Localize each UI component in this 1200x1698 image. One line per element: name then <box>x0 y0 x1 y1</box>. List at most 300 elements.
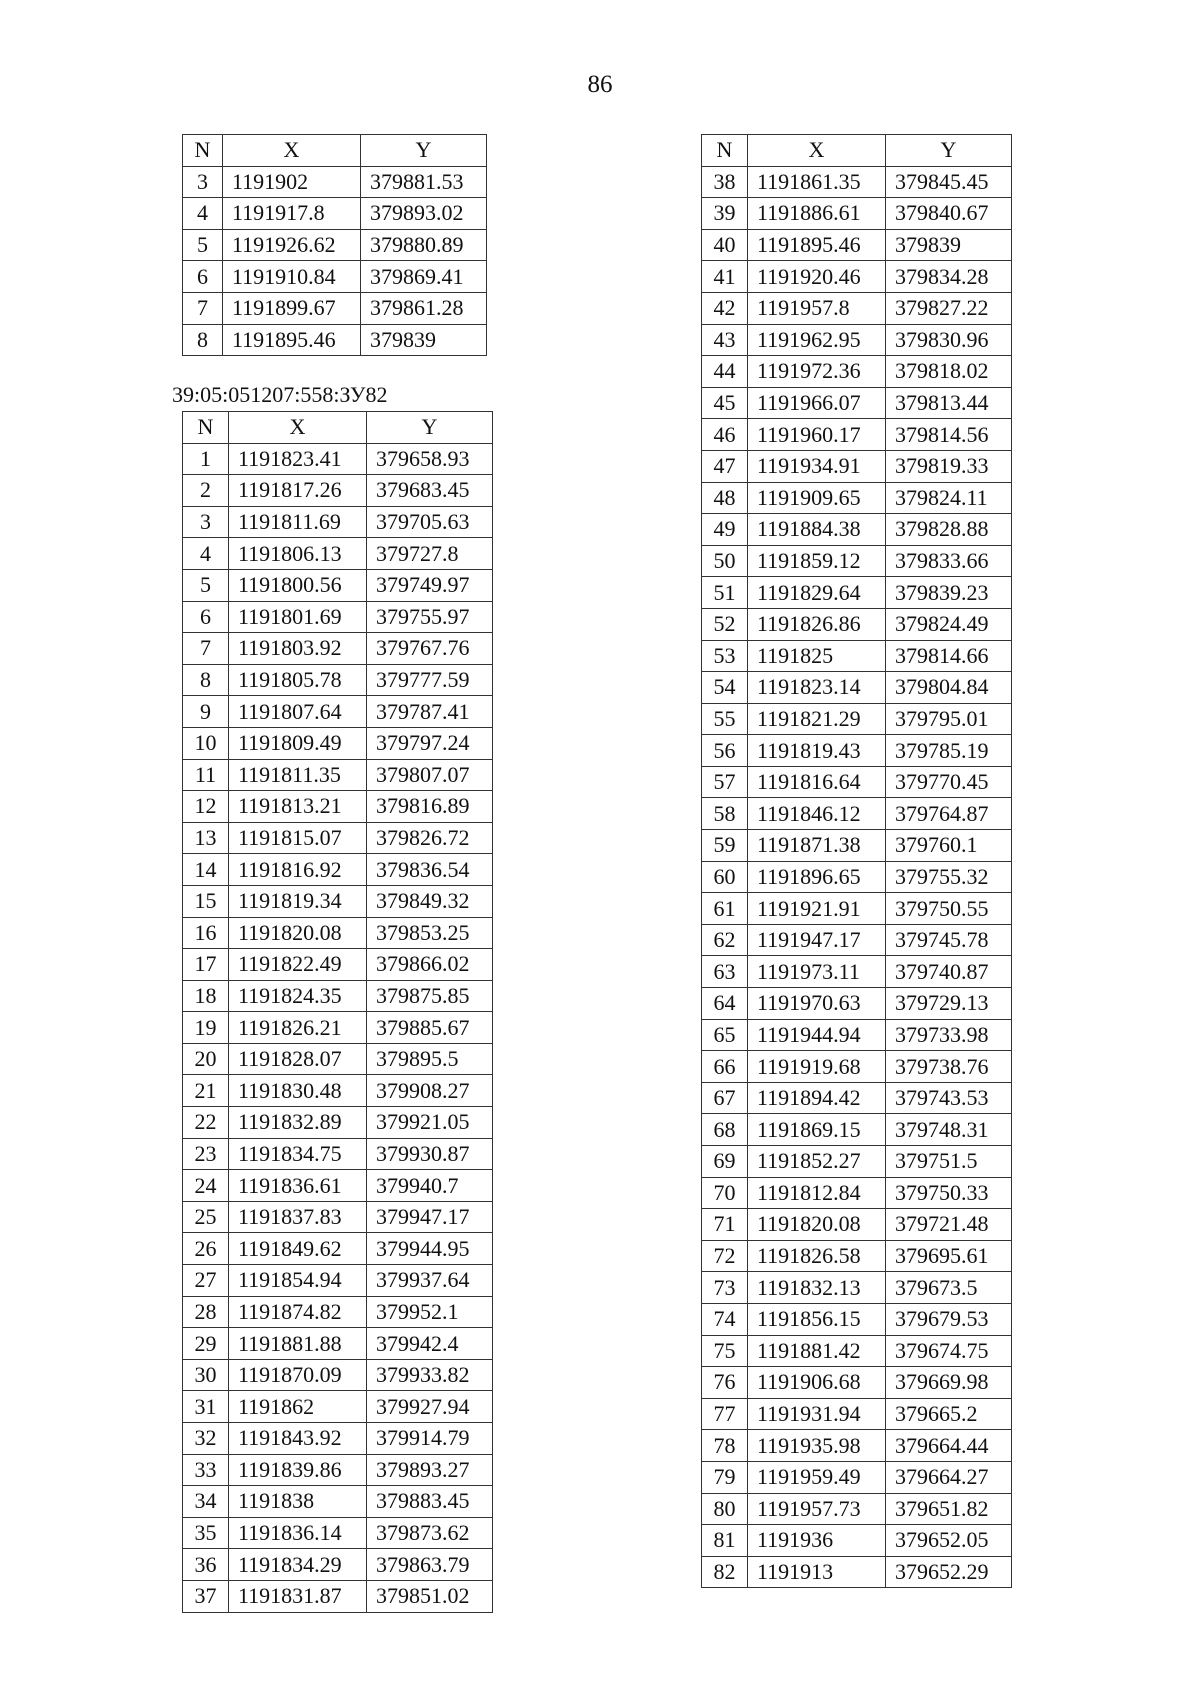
cell-n: 59 <box>702 830 748 862</box>
cell-n: 79 <box>702 1461 748 1493</box>
cell-x: 1191869.15 <box>748 1114 886 1146</box>
cell-y: 379830.96 <box>886 324 1012 356</box>
table-row <box>702 1082 1012 1114</box>
table-row <box>702 198 1012 230</box>
table-row <box>702 514 1012 546</box>
column-header-n: N <box>183 412 229 444</box>
table-row <box>183 1328 493 1360</box>
cell-y: 379833.66 <box>886 545 1012 577</box>
cell-y: 379827.22 <box>886 292 1012 324</box>
table-row <box>183 917 493 949</box>
cell-n: 43 <box>702 324 748 356</box>
cell-y: 379839 <box>886 229 1012 261</box>
column-header-n: N <box>183 135 223 167</box>
table-row <box>702 1335 1012 1367</box>
cell-y: 379787.41 <box>367 696 493 728</box>
cell-x: 1191836.14 <box>229 1517 367 1549</box>
table-row <box>702 577 1012 609</box>
cell-y: 379861.28 <box>361 292 487 324</box>
column-header-y: Y <box>886 135 1012 167</box>
cell-n: 6 <box>183 261 223 293</box>
table-row <box>702 324 1012 356</box>
table-header-row <box>183 412 493 444</box>
table-row <box>702 261 1012 293</box>
cell-y: 379665.2 <box>886 1398 1012 1430</box>
cell-n: 20 <box>183 1043 229 1075</box>
cell-y: 379880.89 <box>361 229 487 261</box>
table-row <box>183 1296 493 1328</box>
cell-x: 1191820.08 <box>748 1209 886 1241</box>
cell-y: 379664.44 <box>886 1430 1012 1462</box>
cell-y: 379816.89 <box>367 791 493 823</box>
table-header-row <box>702 135 1012 167</box>
cell-x: 1191819.43 <box>748 735 886 767</box>
cell-n: 30 <box>183 1359 229 1391</box>
cell-n: 55 <box>702 703 748 735</box>
cell-n: 60 <box>702 861 748 893</box>
column-header-x: X <box>229 412 367 444</box>
cell-n: 3 <box>183 506 229 538</box>
cell-x: 1191861.35 <box>748 166 886 198</box>
cell-n: 35 <box>183 1517 229 1549</box>
cell-x: 1191966.07 <box>748 387 886 419</box>
cell-n: 27 <box>183 1265 229 1297</box>
cell-x: 1191884.38 <box>748 514 886 546</box>
coordinates-table-continued <box>701 134 1012 1588</box>
cell-y: 379669.98 <box>886 1367 1012 1399</box>
cell-y: 379881.53 <box>361 166 487 198</box>
table-row <box>702 766 1012 798</box>
cell-y: 379893.02 <box>361 198 487 230</box>
cell-n: 46 <box>702 419 748 451</box>
table-row <box>183 261 487 293</box>
cell-x: 1191834.29 <box>229 1549 367 1581</box>
cell-y: 379851.02 <box>367 1580 493 1612</box>
cell-x: 1191823.14 <box>748 672 886 704</box>
cell-n: 33 <box>183 1454 229 1486</box>
table-row <box>183 1075 493 1107</box>
cell-y: 379745.78 <box>886 924 1012 956</box>
table-row <box>183 324 487 356</box>
table-row <box>183 538 493 570</box>
table-row <box>183 1580 493 1612</box>
table-row <box>702 1493 1012 1525</box>
table-row <box>702 830 1012 862</box>
cell-n: 75 <box>702 1335 748 1367</box>
cell-n: 76 <box>702 1367 748 1399</box>
table-row <box>702 608 1012 640</box>
cell-n: 25 <box>183 1201 229 1233</box>
cell-n: 62 <box>702 924 748 956</box>
cell-x: 1191824.35 <box>229 980 367 1012</box>
table-row <box>702 1461 1012 1493</box>
cell-n: 50 <box>702 545 748 577</box>
cell-x: 1191913 <box>748 1556 886 1588</box>
cell-x: 1191806.13 <box>229 538 367 570</box>
cell-y: 379770.45 <box>886 766 1012 798</box>
cell-y: 379942.4 <box>367 1328 493 1360</box>
cell-y: 379853.25 <box>367 917 493 949</box>
cell-n: 17 <box>183 949 229 981</box>
cell-n: 32 <box>183 1423 229 1455</box>
cell-y: 379824.11 <box>886 482 1012 514</box>
cell-y: 379834.28 <box>886 261 1012 293</box>
table-row <box>183 664 493 696</box>
cell-y: 379767.76 <box>367 633 493 665</box>
cell-x: 1191919.68 <box>748 1051 886 1083</box>
table-row <box>183 727 493 759</box>
cell-x: 1191902 <box>223 166 361 198</box>
table-row <box>702 1114 1012 1146</box>
table-row <box>702 1398 1012 1430</box>
cell-y: 379749.97 <box>367 569 493 601</box>
cell-n: 61 <box>702 893 748 925</box>
table-row <box>702 703 1012 735</box>
cell-y: 379947.17 <box>367 1201 493 1233</box>
cell-x: 1191816.64 <box>748 766 886 798</box>
cell-x: 1191957.73 <box>748 1493 886 1525</box>
cell-x: 1191838 <box>229 1486 367 1518</box>
cell-n: 40 <box>702 229 748 261</box>
cell-y: 379839 <box>361 324 487 356</box>
cell-n: 6 <box>183 601 229 633</box>
cell-n: 8 <box>183 664 229 696</box>
cell-n: 3 <box>183 166 223 198</box>
cell-x: 1191815.07 <box>229 822 367 854</box>
cell-x: 1191826.58 <box>748 1240 886 1272</box>
cell-x: 1191828.07 <box>229 1043 367 1075</box>
table-row <box>702 356 1012 388</box>
cell-x: 1191960.17 <box>748 419 886 451</box>
table-row <box>183 633 493 665</box>
cell-n: 38 <box>702 166 748 198</box>
cell-y: 379893.27 <box>367 1454 493 1486</box>
cell-n: 9 <box>183 696 229 728</box>
cell-n: 34 <box>183 1486 229 1518</box>
table-row <box>183 1391 493 1423</box>
cell-x: 1191816.92 <box>229 854 367 886</box>
cell-n: 49 <box>702 514 748 546</box>
cell-x: 1191834.75 <box>229 1138 367 1170</box>
cell-x: 1191801.69 <box>229 601 367 633</box>
cell-y: 379755.32 <box>886 861 1012 893</box>
cell-x: 1191859.12 <box>748 545 886 577</box>
cell-y: 379814.56 <box>886 419 1012 451</box>
table-row <box>183 569 493 601</box>
cell-y: 379930.87 <box>367 1138 493 1170</box>
cell-x: 1191862 <box>229 1391 367 1423</box>
cell-x: 1191962.95 <box>748 324 886 356</box>
cell-y: 379819.33 <box>886 450 1012 482</box>
cell-x: 1191843.92 <box>229 1423 367 1455</box>
cell-n: 29 <box>183 1328 229 1360</box>
cell-y: 379750.33 <box>886 1177 1012 1209</box>
table-row <box>183 198 487 230</box>
cell-x: 1191871.38 <box>748 830 886 862</box>
cell-n: 1 <box>183 443 229 475</box>
cell-n: 19 <box>183 1012 229 1044</box>
cell-y: 379885.67 <box>367 1012 493 1044</box>
cell-y: 379944.95 <box>367 1233 493 1265</box>
table-row <box>183 1265 493 1297</box>
cell-y: 379836.54 <box>367 854 493 886</box>
cell-n: 28 <box>183 1296 229 1328</box>
cell-n: 58 <box>702 798 748 830</box>
cell-x: 1191970.63 <box>748 988 886 1020</box>
table-row <box>183 822 493 854</box>
table-row <box>183 475 493 507</box>
table-row <box>183 1549 493 1581</box>
table-row <box>702 545 1012 577</box>
cell-x: 1191895.46 <box>223 324 361 356</box>
cell-x: 1191807.64 <box>229 696 367 728</box>
cell-y: 379764.87 <box>886 798 1012 830</box>
table-row <box>183 696 493 728</box>
cell-n: 7 <box>183 633 229 665</box>
cell-x: 1191811.35 <box>229 759 367 791</box>
cell-y: 379845.45 <box>886 166 1012 198</box>
cell-y: 379866.02 <box>367 949 493 981</box>
cell-y: 379895.5 <box>367 1043 493 1075</box>
table-row <box>702 1051 1012 1083</box>
table-row <box>183 1012 493 1044</box>
cell-n: 47 <box>702 450 748 482</box>
cell-x: 1191935.98 <box>748 1430 886 1462</box>
cell-n: 10 <box>183 727 229 759</box>
cell-n: 48 <box>702 482 748 514</box>
cell-y: 379729.13 <box>886 988 1012 1020</box>
cell-y: 379652.29 <box>886 1556 1012 1588</box>
cell-x: 1191825 <box>748 640 886 672</box>
cell-n: 4 <box>183 538 229 570</box>
table-row <box>702 450 1012 482</box>
cell-n: 65 <box>702 1019 748 1051</box>
cell-y: 379921.05 <box>367 1107 493 1139</box>
table-row <box>183 229 487 261</box>
coordinates-table-parcel <box>182 411 493 1613</box>
table-header-row <box>183 135 487 167</box>
cell-n: 26 <box>183 1233 229 1265</box>
cell-x: 1191830.48 <box>229 1075 367 1107</box>
cell-x: 1191800.56 <box>229 569 367 601</box>
cell-n: 13 <box>183 822 229 854</box>
cell-y: 379883.45 <box>367 1486 493 1518</box>
table-row <box>702 1303 1012 1335</box>
table-row <box>702 1177 1012 1209</box>
table-row <box>702 798 1012 830</box>
cell-x: 1191921.91 <box>748 893 886 925</box>
table-row <box>702 1209 1012 1241</box>
table-row <box>183 791 493 823</box>
table-row <box>702 229 1012 261</box>
cell-x: 1191909.65 <box>748 482 886 514</box>
cell-n: 15 <box>183 885 229 917</box>
cell-n: 36 <box>183 1549 229 1581</box>
table-row <box>183 1170 493 1202</box>
cell-x: 1191829.64 <box>748 577 886 609</box>
cell-y: 379869.41 <box>361 261 487 293</box>
table-row <box>183 506 493 538</box>
cell-n: 45 <box>702 387 748 419</box>
table-row <box>183 759 493 791</box>
cell-x: 1191926.62 <box>223 229 361 261</box>
cell-y: 379908.27 <box>367 1075 493 1107</box>
cell-x: 1191959.49 <box>748 1461 886 1493</box>
table-row <box>702 419 1012 451</box>
cell-y: 379705.63 <box>367 506 493 538</box>
cell-x: 1191899.67 <box>223 292 361 324</box>
cell-y: 379952.1 <box>367 1296 493 1328</box>
cell-n: 80 <box>702 1493 748 1525</box>
cell-y: 379751.5 <box>886 1146 1012 1178</box>
cell-y: 379804.84 <box>886 672 1012 704</box>
cell-y: 379738.76 <box>886 1051 1012 1083</box>
cell-x: 1191837.83 <box>229 1201 367 1233</box>
cell-y: 379750.55 <box>886 893 1012 925</box>
cell-n: 72 <box>702 1240 748 1272</box>
table-row <box>183 1201 493 1233</box>
cell-x: 1191972.36 <box>748 356 886 388</box>
cell-n: 18 <box>183 980 229 1012</box>
table-row <box>183 1517 493 1549</box>
cell-x: 1191936 <box>748 1525 886 1557</box>
cell-n: 56 <box>702 735 748 767</box>
cell-n: 16 <box>183 917 229 949</box>
cell-y: 379652.05 <box>886 1525 1012 1557</box>
cell-n: 81 <box>702 1525 748 1557</box>
cell-y: 379785.19 <box>886 735 1012 767</box>
cell-y: 379824.49 <box>886 608 1012 640</box>
table-row <box>183 1359 493 1391</box>
cell-y: 379679.53 <box>886 1303 1012 1335</box>
cell-x: 1191886.61 <box>748 198 886 230</box>
table-row <box>183 601 493 633</box>
cell-x: 1191817.26 <box>229 475 367 507</box>
cell-x: 1191821.29 <box>748 703 886 735</box>
table-row <box>183 1107 493 1139</box>
cell-x: 1191826.21 <box>229 1012 367 1044</box>
cell-n: 12 <box>183 791 229 823</box>
cell-x: 1191934.91 <box>748 450 886 482</box>
cell-n: 82 <box>702 1556 748 1588</box>
cell-y: 379721.48 <box>886 1209 1012 1241</box>
table-row <box>702 1272 1012 1304</box>
table-row <box>183 443 493 475</box>
table-row <box>702 166 1012 198</box>
cell-y: 379795.01 <box>886 703 1012 735</box>
cell-x: 1191803.92 <box>229 633 367 665</box>
cell-y: 379826.72 <box>367 822 493 854</box>
table-row <box>183 854 493 886</box>
cell-x: 1191944.94 <box>748 1019 886 1051</box>
cell-n: 44 <box>702 356 748 388</box>
table-row <box>183 1233 493 1265</box>
cell-x: 1191811.69 <box>229 506 367 538</box>
cell-y: 379658.93 <box>367 443 493 475</box>
cell-x: 1191870.09 <box>229 1359 367 1391</box>
cell-n: 5 <box>183 229 223 261</box>
cell-n: 41 <box>702 261 748 293</box>
cell-y: 379743.53 <box>886 1082 1012 1114</box>
cell-y: 379760.1 <box>886 830 1012 862</box>
cell-n: 23 <box>183 1138 229 1170</box>
cell-x: 1191805.78 <box>229 664 367 696</box>
cell-y: 379727.8 <box>367 538 493 570</box>
parcel-cadastral-number: 39:05:051207:558:ЗУ82 <box>172 382 388 407</box>
table-row <box>702 735 1012 767</box>
table-row <box>702 893 1012 925</box>
table-row <box>183 885 493 917</box>
cell-x: 1191832.13 <box>748 1272 886 1304</box>
cell-y: 379797.24 <box>367 727 493 759</box>
cell-y: 379664.27 <box>886 1461 1012 1493</box>
cell-n: 7 <box>183 292 223 324</box>
table-row <box>702 482 1012 514</box>
cell-n: 22 <box>183 1107 229 1139</box>
table-row <box>702 1240 1012 1272</box>
cell-n: 77 <box>702 1398 748 1430</box>
cell-y: 379733.98 <box>886 1019 1012 1051</box>
table-row <box>183 1454 493 1486</box>
cell-x: 1191812.84 <box>748 1177 886 1209</box>
cell-x: 1191895.46 <box>748 229 886 261</box>
cell-n: 69 <box>702 1146 748 1178</box>
cell-n: 73 <box>702 1272 748 1304</box>
cell-x: 1191910.84 <box>223 261 361 293</box>
cell-y: 379849.32 <box>367 885 493 917</box>
cell-x: 1191881.42 <box>748 1335 886 1367</box>
cell-n: 74 <box>702 1303 748 1335</box>
table-row <box>702 924 1012 956</box>
cell-x: 1191849.62 <box>229 1233 367 1265</box>
cell-x: 1191906.68 <box>748 1367 886 1399</box>
cell-x: 1191819.34 <box>229 885 367 917</box>
cell-y: 379683.45 <box>367 475 493 507</box>
table-row <box>702 1430 1012 1462</box>
table-row <box>702 1019 1012 1051</box>
cell-n: 2 <box>183 475 229 507</box>
cell-x: 1191839.86 <box>229 1454 367 1486</box>
cell-x: 1191852.27 <box>748 1146 886 1178</box>
table-row <box>183 1138 493 1170</box>
cell-x: 1191813.21 <box>229 791 367 823</box>
cell-n: 42 <box>702 292 748 324</box>
cell-x: 1191854.94 <box>229 1265 367 1297</box>
cell-n: 39 <box>702 198 748 230</box>
cell-n: 70 <box>702 1177 748 1209</box>
cell-n: 24 <box>183 1170 229 1202</box>
cell-x: 1191836.61 <box>229 1170 367 1202</box>
cell-x: 1191856.15 <box>748 1303 886 1335</box>
table-row <box>702 1525 1012 1557</box>
table-row <box>183 166 487 198</box>
cell-x: 1191896.65 <box>748 861 886 893</box>
column-header-x: X <box>223 135 361 167</box>
cell-x: 1191820.08 <box>229 917 367 949</box>
column-header-y: Y <box>361 135 487 167</box>
table-row <box>183 292 487 324</box>
cell-n: 21 <box>183 1075 229 1107</box>
cell-n: 78 <box>702 1430 748 1462</box>
table-row <box>702 387 1012 419</box>
cell-n: 54 <box>702 672 748 704</box>
cell-y: 379875.85 <box>367 980 493 1012</box>
column-header-n: N <box>702 135 748 167</box>
table-row <box>702 1146 1012 1178</box>
cell-n: 51 <box>702 577 748 609</box>
cell-y: 379740.87 <box>886 956 1012 988</box>
cell-y: 379940.7 <box>367 1170 493 1202</box>
